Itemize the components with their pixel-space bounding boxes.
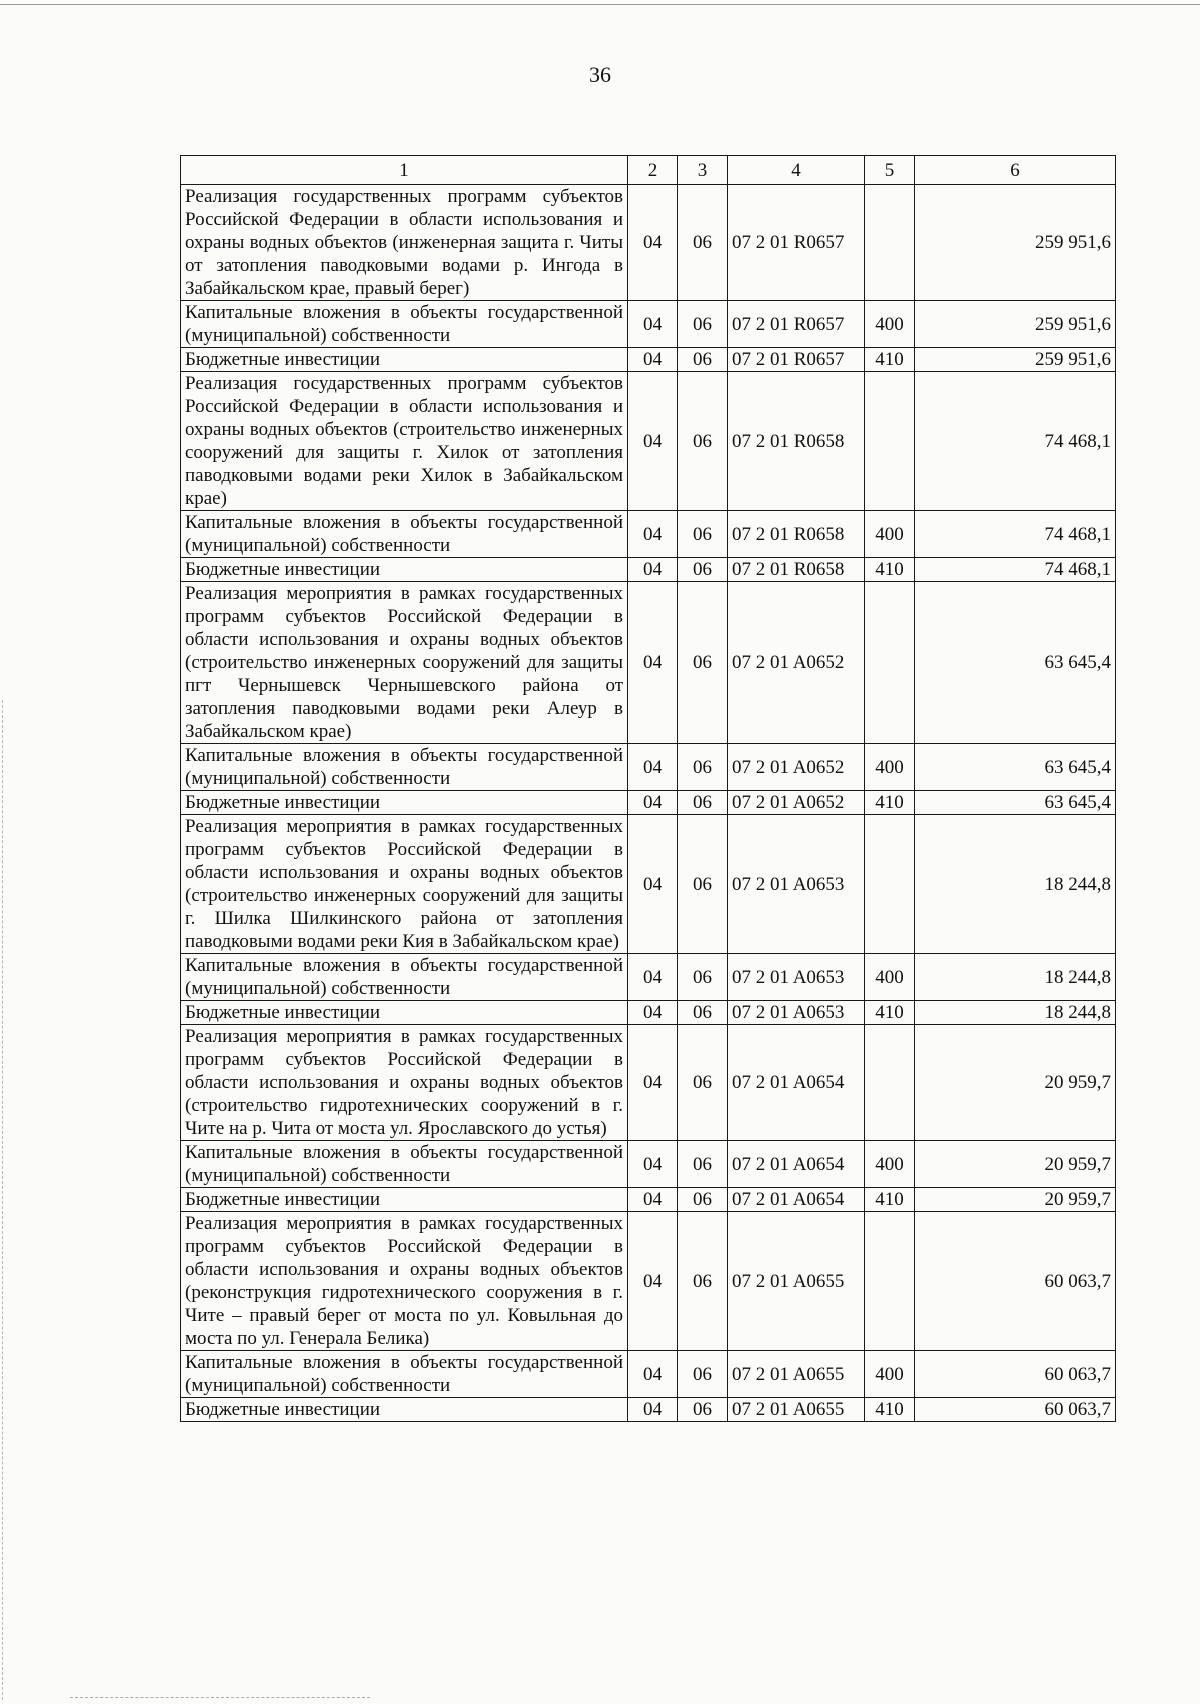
row-expense-type xyxy=(865,815,915,954)
row-subsection: 06 xyxy=(678,1212,728,1351)
row-target-code: 07 2 01 R0657 xyxy=(728,185,865,301)
row-name: Реализация мероприятия в рамках государственных программ субъектов Российской Федерации в области использования и охраны водных объектов (строительство гидротехнических сооружений в г. Чите на р. Чита от моста ул. Ярославского до устья) xyxy=(181,1025,628,1141)
row-name: Реализация мероприятия в рамках государственных программ субъектов Российской Федерации в области использования и охраны водных объектов (строительство инженерных сооружений для защиты пгт Чернышевск Чернышевского района от затопления паводковыми водами реки Алеур в Забайкальском крае) xyxy=(181,582,628,744)
row-subsection: 06 xyxy=(678,1001,728,1025)
row-name: Бюджетные инвестиции xyxy=(181,791,628,815)
header-col-4: 4 xyxy=(728,156,865,185)
row-name: Реализация мероприятия в рамках государственных программ субъектов Российской Федерации в области использования и охраны водных объектов (строительство инженерных сооружений для защиты г. Шилка Шилкинского района от затопления паводковыми водами реки Кия в Забайкальском крае) xyxy=(181,815,628,954)
row-amount: 18 244,8 xyxy=(915,1001,1116,1025)
row-name: Бюджетные инвестиции xyxy=(181,1188,628,1212)
row-name: Реализация мероприятия в рамках государственных программ субъектов Российской Федерации в области использования и охраны водных объектов (реконструкция гидротехнического сооружения в г. Чите – правый берег от моста по ул. Ковыльная до моста по ул. Генерала Белика) xyxy=(181,1212,628,1351)
header-row xyxy=(181,156,1116,185)
row-amount: 259 951,6 xyxy=(915,185,1116,301)
row-expense-type: 410 xyxy=(865,1398,915,1422)
table-body xyxy=(181,185,1116,1422)
row-subsection: 06 xyxy=(678,301,728,348)
row-amount: 63 645,4 xyxy=(915,791,1116,815)
row-section: 04 xyxy=(628,1188,678,1212)
table-row xyxy=(181,372,1116,511)
row-name: Бюджетные инвестиции xyxy=(181,1398,628,1422)
row-amount: 74 468,1 xyxy=(915,511,1116,558)
row-expense-type: 410 xyxy=(865,1188,915,1212)
row-expense-type: 410 xyxy=(865,558,915,582)
row-amount: 74 468,1 xyxy=(915,558,1116,582)
row-target-code: 07 2 01 A0654 xyxy=(728,1188,865,1212)
row-subsection: 06 xyxy=(678,744,728,791)
row-target-code: 07 2 01 R0657 xyxy=(728,301,865,348)
row-name: Капитальные вложения в объекты государственной (муниципальной) собственности xyxy=(181,744,628,791)
row-name: Бюджетные инвестиции xyxy=(181,558,628,582)
row-amount: 63 645,4 xyxy=(915,582,1116,744)
table-row xyxy=(181,1188,1116,1212)
scan-bottom-line xyxy=(70,1697,370,1699)
row-subsection: 06 xyxy=(678,1398,728,1422)
header-col-6: 6 xyxy=(915,156,1116,185)
row-section: 04 xyxy=(628,372,678,511)
table-row xyxy=(181,558,1116,582)
table-row xyxy=(181,1398,1116,1422)
row-target-code: 07 2 01 A0653 xyxy=(728,815,865,954)
row-expense-type: 400 xyxy=(865,954,915,1001)
row-target-code: 07 2 01 A0652 xyxy=(728,791,865,815)
row-expense-type xyxy=(865,372,915,511)
row-target-code: 07 2 01 A0652 xyxy=(728,582,865,744)
page-number: 36 xyxy=(589,62,611,87)
row-section: 04 xyxy=(628,301,678,348)
row-subsection: 06 xyxy=(678,1351,728,1398)
row-expense-type: 400 xyxy=(865,1141,915,1188)
row-expense-type: 410 xyxy=(865,1001,915,1025)
table-row xyxy=(181,744,1116,791)
scan-edge-line xyxy=(0,4,1200,5)
table-row xyxy=(181,301,1116,348)
row-subsection: 06 xyxy=(678,954,728,1001)
table-row xyxy=(181,791,1116,815)
row-expense-type xyxy=(865,1025,915,1141)
row-name: Реализация государственных программ субъектов Российской Федерации в области использования и охраны водных объектов (строительство инженерных сооружений для защиты г. Хилок от затопления паводковыми водами реки Хилок в Забайкальском крае) xyxy=(181,372,628,511)
row-section: 04 xyxy=(628,348,678,372)
row-target-code: 07 2 01 R0658 xyxy=(728,511,865,558)
row-section: 04 xyxy=(628,1351,678,1398)
row-section: 04 xyxy=(628,1212,678,1351)
table-row xyxy=(181,582,1116,744)
row-subsection: 06 xyxy=(678,1141,728,1188)
row-section: 04 xyxy=(628,954,678,1001)
row-subsection: 06 xyxy=(678,348,728,372)
row-expense-type: 410 xyxy=(865,348,915,372)
row-subsection: 06 xyxy=(678,558,728,582)
row-target-code: 07 2 01 R0658 xyxy=(728,558,865,582)
row-name: Капитальные вложения в объекты государственной (муниципальной) собственности xyxy=(181,511,628,558)
row-subsection: 06 xyxy=(678,1188,728,1212)
row-name: Бюджетные инвестиции xyxy=(181,348,628,372)
table-row xyxy=(181,511,1116,558)
row-target-code: 07 2 01 A0655 xyxy=(728,1351,865,1398)
row-name: Капитальные вложения в объекты государственной (муниципальной) собственности xyxy=(181,1141,628,1188)
row-section: 04 xyxy=(628,791,678,815)
table-row xyxy=(181,185,1116,301)
budget-table xyxy=(180,155,1116,1422)
row-target-code: 07 2 01 A0654 xyxy=(728,1025,865,1141)
row-subsection: 06 xyxy=(678,372,728,511)
header-col-1: 1 xyxy=(181,156,628,185)
row-section: 04 xyxy=(628,1141,678,1188)
table-row xyxy=(181,1212,1116,1351)
row-amount: 259 951,6 xyxy=(915,348,1116,372)
row-section: 04 xyxy=(628,185,678,301)
table-row xyxy=(181,815,1116,954)
row-name: Бюджетные инвестиции xyxy=(181,1001,628,1025)
row-amount: 63 645,4 xyxy=(915,744,1116,791)
row-amount: 74 468,1 xyxy=(915,372,1116,511)
row-name: Капитальные вложения в объекты государственной (муниципальной) собственности xyxy=(181,301,628,348)
row-amount: 18 244,8 xyxy=(915,815,1116,954)
header-col-3: 3 xyxy=(678,156,728,185)
row-section: 04 xyxy=(628,744,678,791)
row-section: 04 xyxy=(628,1001,678,1025)
table-row xyxy=(181,1351,1116,1398)
row-section: 04 xyxy=(628,815,678,954)
row-expense-type xyxy=(865,185,915,301)
header-col-2: 2 xyxy=(628,156,678,185)
scan-margin-marks xyxy=(2,700,4,1700)
row-subsection: 06 xyxy=(678,511,728,558)
table-row xyxy=(181,1025,1116,1141)
row-expense-type: 400 xyxy=(865,301,915,348)
row-target-code: 07 2 01 A0654 xyxy=(728,1141,865,1188)
header-col-5: 5 xyxy=(865,156,915,185)
row-amount: 60 063,7 xyxy=(915,1398,1116,1422)
row-name: Капитальные вложения в объекты государственной (муниципальной) собственности xyxy=(181,1351,628,1398)
row-section: 04 xyxy=(628,558,678,582)
row-target-code: 07 2 01 R0657 xyxy=(728,348,865,372)
row-section: 04 xyxy=(628,1025,678,1141)
row-target-code: 07 2 01 R0658 xyxy=(728,372,865,511)
table-row xyxy=(181,348,1116,372)
row-expense-type xyxy=(865,582,915,744)
row-target-code: 07 2 01 A0653 xyxy=(728,954,865,1001)
row-subsection: 06 xyxy=(678,582,728,744)
row-expense-type xyxy=(865,1212,915,1351)
row-amount: 18 244,8 xyxy=(915,954,1116,1001)
row-amount: 20 959,7 xyxy=(915,1025,1116,1141)
row-expense-type: 400 xyxy=(865,744,915,791)
row-expense-type: 410 xyxy=(865,791,915,815)
row-name: Реализация государственных программ субъектов Российской Федерации в области использования и охраны водных объектов (инженерная защита г. Читы от затопления паводковыми водами р. Ингода в Забайкальском крае, правый берег) xyxy=(181,185,628,301)
row-target-code: 07 2 01 A0655 xyxy=(728,1398,865,1422)
row-subsection: 06 xyxy=(678,1025,728,1141)
row-amount: 60 063,7 xyxy=(915,1351,1116,1398)
row-section: 04 xyxy=(628,1398,678,1422)
row-subsection: 06 xyxy=(678,185,728,301)
row-amount: 20 959,7 xyxy=(915,1141,1116,1188)
row-subsection: 06 xyxy=(678,791,728,815)
row-amount: 60 063,7 xyxy=(915,1212,1116,1351)
table-row xyxy=(181,1001,1116,1025)
row-section: 04 xyxy=(628,511,678,558)
row-target-code: 07 2 01 A0655 xyxy=(728,1212,865,1351)
row-target-code: 07 2 01 A0652 xyxy=(728,744,865,791)
row-expense-type: 400 xyxy=(865,511,915,558)
row-amount: 20 959,7 xyxy=(915,1188,1116,1212)
row-target-code: 07 2 01 A0653 xyxy=(728,1001,865,1025)
table-row xyxy=(181,1141,1116,1188)
row-subsection: 06 xyxy=(678,815,728,954)
row-section: 04 xyxy=(628,582,678,744)
row-name: Капитальные вложения в объекты государственной (муниципальной) собственности xyxy=(181,954,628,1001)
row-amount: 259 951,6 xyxy=(915,301,1116,348)
row-expense-type: 400 xyxy=(865,1351,915,1398)
table-row xyxy=(181,954,1116,1001)
table-header xyxy=(181,156,1116,185)
